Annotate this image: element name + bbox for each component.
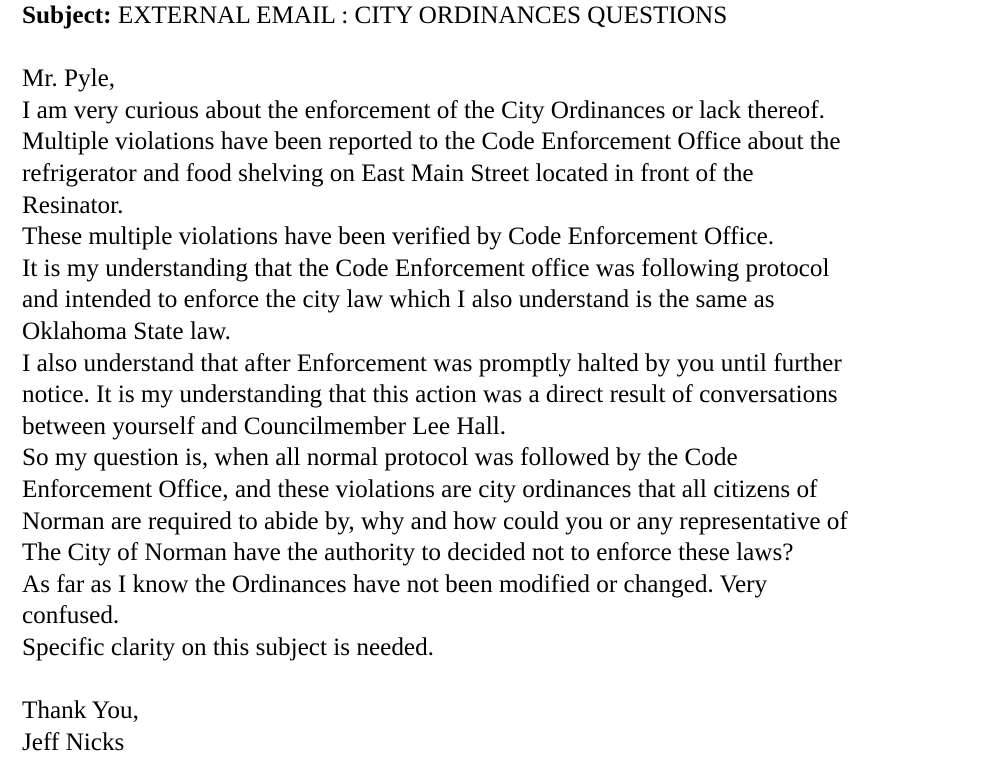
- body-line: Oklahoma State law.: [22, 317, 231, 345]
- email-greeting: Mr. Pyle,: [22, 65, 116, 93]
- email-message: [22, 0, 972, 758]
- email-signature: Jeff Nicks: [22, 728, 125, 756]
- body-line: Enforcement Office, and these violations are city ordinances that all citizens of: [22, 475, 818, 503]
- body-line: Norman are required to abide by, why and how could you or any representative of: [22, 507, 848, 535]
- body-line: and intended to enforce the city law which I also understand is the same as: [22, 286, 775, 314]
- body-line: Multiple violations have been reported to the Code Enforcement Office about the: [22, 128, 841, 156]
- body-line: As far as I know the Ordinances have not been modified or changed. Very: [22, 570, 768, 598]
- blank-line: [22, 32, 972, 64]
- email-subject: [22, 0, 972, 32]
- body-line: It is my understanding that the Code Enforcement office was following protocol: [22, 254, 830, 282]
- body-line: I am very curious about the enforcement of the City Ordinances or lack thereof.: [22, 96, 825, 124]
- blank-line: [22, 663, 972, 695]
- body-line: confused.: [22, 602, 120, 630]
- subject-value: EXTERNAL EMAIL : CITY ORDINANCES QUESTIONS: [111, 2, 728, 29]
- body-line: between yourself and Councilmember Lee Hall.: [22, 412, 506, 440]
- email-closing: Thank You,: [22, 697, 139, 725]
- body-line: These multiple violations have been verified by Code Enforcement Office.: [22, 223, 775, 251]
- body-line: refrigerator and food shelving on East Main Street located in front of the: [22, 159, 754, 187]
- body-line: So my question is, when all normal protocol was followed by the Code: [22, 444, 738, 472]
- subject-label: Subject:: [22, 2, 112, 29]
- body-line: notice. It is my understanding that this action was a direct result of conversations: [22, 381, 838, 409]
- body-line: Resinator.: [22, 191, 124, 219]
- body-line: The City of Norman have the authority to decided not to enforce these laws?: [22, 539, 794, 567]
- body-line: Specific clarity on this subject is needed.: [22, 633, 434, 661]
- body-line: I also understand that after Enforcement was promptly halted by you until further: [22, 349, 842, 377]
